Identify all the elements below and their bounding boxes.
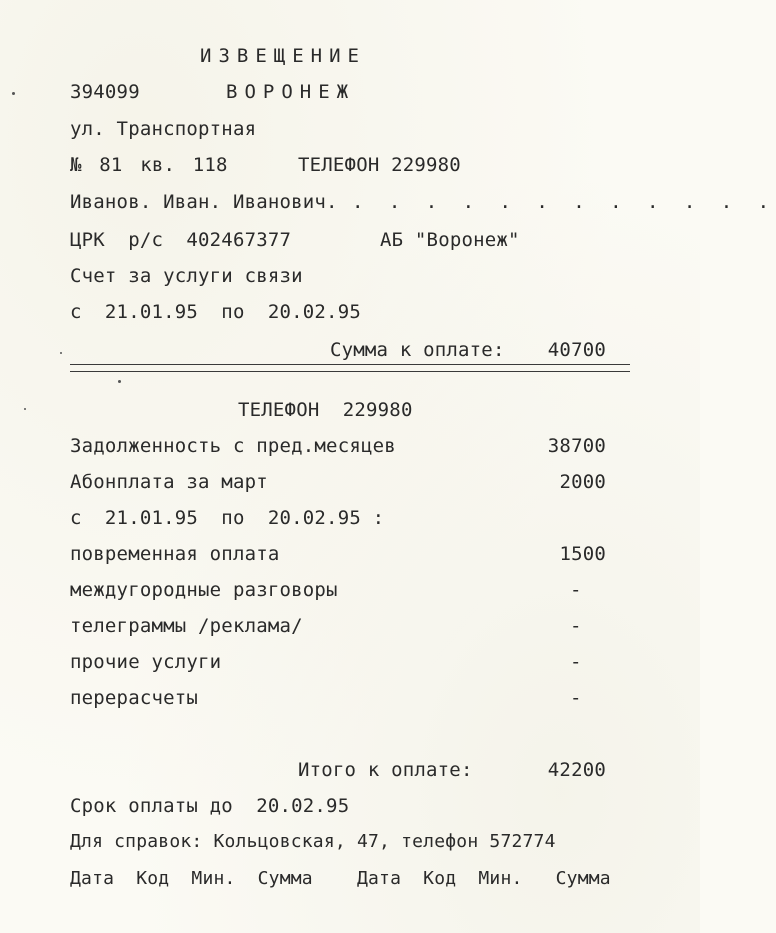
row-value: - <box>570 579 582 601</box>
paper-speck <box>12 92 15 95</box>
row-value: 2000 <box>559 471 606 493</box>
row-value: 38700 <box>547 435 606 457</box>
account-description: Счет за услуги связи <box>70 265 303 287</box>
street-address: ул. Транспортная <box>70 118 257 140</box>
paper-speck <box>118 380 121 383</box>
row-label: перерасчеты <box>70 687 199 709</box>
due-date: Срок оплаты до 20.02.95 <box>70 795 350 817</box>
row-label: повременная оплата <box>70 543 280 565</box>
inquiry-info: Для справок: Кольцовская, 47, телефон 572774 <box>70 831 556 852</box>
row-label: Задолженность с пред.месяцев <box>70 435 396 457</box>
amount-value: 40700 <box>547 339 606 361</box>
row-label: Абонплата за март <box>70 471 268 493</box>
phone-number: ТЕЛЕФОН 229980 <box>298 154 461 176</box>
row-label: междугородные разговоры <box>70 579 338 601</box>
row-label: с 21.01.95 по 20.02.95 : <box>70 507 385 529</box>
name-fill-dots: . . . . . . . . . . . . <box>352 191 776 213</box>
details-phone-title: ТЕЛЕФОН 229980 <box>238 399 413 421</box>
paper-speck <box>24 408 26 410</box>
payment-columns-header: Дата Код Мин. Сумма Дата Код Мин. Сумма <box>70 868 611 889</box>
bank-account: ЦРК р/с 402467377 <box>70 229 292 251</box>
postcode: 394099 <box>70 81 140 103</box>
section-separator <box>70 364 630 372</box>
billing-period: с 21.01.95 по 20.02.95 <box>70 301 361 323</box>
row-value: - <box>570 651 582 673</box>
row-label: телеграммы /реклама/ <box>70 615 303 637</box>
bank-name: АБ "Воронеж" <box>380 229 520 251</box>
notice-title: ИЗВЕЩЕНИЕ <box>200 45 366 67</box>
paper-speck <box>60 352 62 354</box>
total-value: 42200 <box>547 759 606 781</box>
row-value: - <box>570 615 582 637</box>
total-label: Итого к оплате: <box>298 759 473 781</box>
house-apartment: № 81 кв. 118 <box>70 154 228 176</box>
row-label: прочие услуги <box>70 651 222 673</box>
amount-label: Сумма к оплате: <box>330 339 505 361</box>
payer-name: Иванов. Иван. Иванович. <box>70 191 338 213</box>
row-value: - <box>570 687 582 709</box>
row-value: 1500 <box>559 543 606 565</box>
city: ВОРОНЕЖ <box>226 81 356 103</box>
